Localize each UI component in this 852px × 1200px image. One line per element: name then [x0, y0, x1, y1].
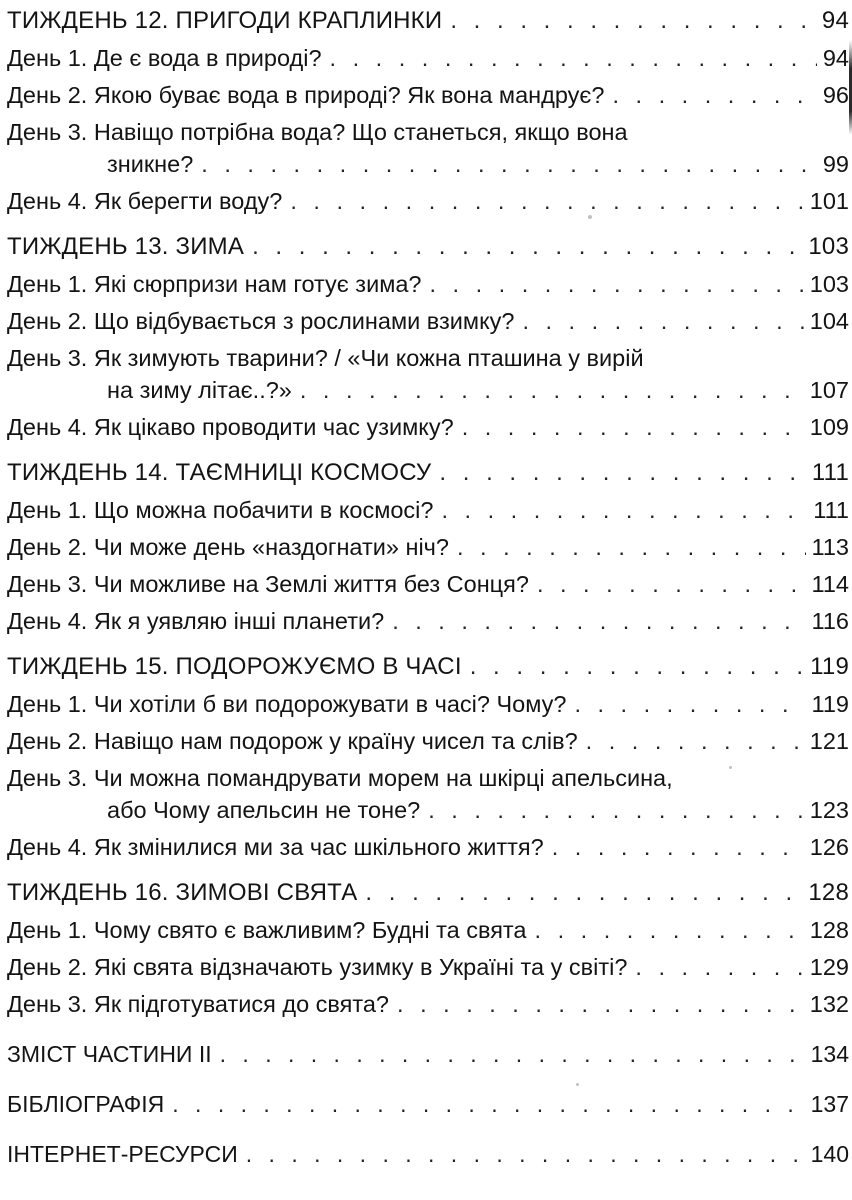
- dot-leader: [392, 605, 805, 637]
- toc-page-number: 104: [809, 308, 849, 334]
- toc-page-number: 111: [811, 459, 849, 486]
- toc-day-entry: [7, 988, 849, 1020]
- toc-page-number: 114: [811, 571, 849, 597]
- toc-page-number: 123: [809, 797, 849, 823]
- toc-entry-title: ТИЖДЕНЬ 14. ТАЄМНИЦІ КОСМОСУ: [7, 459, 432, 486]
- toc-entry-title: День 3. Як підготуватися до свята?: [7, 991, 390, 1017]
- toc-day-entry: [7, 411, 849, 443]
- toc-entry-title: День 3. Чи можна помандрувати морем на шкірці апельсина,: [7, 765, 673, 791]
- dot-leader: [330, 42, 817, 74]
- dot-leader: [535, 914, 804, 946]
- toc-day-entry: [7, 762, 849, 826]
- toc-week-entry: [7, 877, 849, 909]
- toc-day-entry: [7, 268, 849, 300]
- toc-entry-title: ТИЖДЕНЬ 13. ЗИМА: [7, 233, 245, 260]
- dot-leader: [586, 725, 804, 757]
- dot-leader: [612, 79, 816, 111]
- toc-entry-title: ТИЖДЕНЬ 15. ПОДОРОЖУЄМО В ЧАСІ: [7, 653, 462, 680]
- dot-leader: [246, 1138, 805, 1170]
- dot-leader: [290, 185, 803, 217]
- toc-page-number: 96: [822, 82, 849, 108]
- toc-entry-title: День 3. Як зимують тварини? / «Чи кожна пташина у вирій: [7, 345, 644, 371]
- toc-entry-title: День 2. Навіщо нам подорож у країну чисел та слів?: [7, 728, 578, 754]
- toc-day-entry: [7, 605, 849, 637]
- toc-page-number: 99: [822, 151, 849, 177]
- toc-page-number: 116: [811, 608, 849, 634]
- toc-entry-title: День 1. Чи хотіли б ви подорожувати в часі? Чому?: [7, 691, 567, 717]
- toc-page-number: 103: [808, 233, 849, 260]
- dot-leader: [201, 148, 817, 180]
- toc-entry-title-cont: на зиму літає..?»: [107, 377, 292, 403]
- toc-day-entry: [7, 568, 849, 600]
- toc-entry-title: День 2. Якою буває вода в природі? Як вона мандрує?: [7, 82, 605, 108]
- toc-page-number: 119: [811, 691, 849, 717]
- dot-leader: [172, 1088, 804, 1120]
- toc-page-number: 121: [809, 728, 849, 754]
- dot-leader: [537, 568, 806, 600]
- table-of-contents: [7, 0, 849, 1170]
- toc-day-entry: [7, 831, 849, 863]
- toc-page-number: 129: [809, 954, 849, 980]
- toc-entry-title: ІНТЕРНЕТ-РЕСУРСИ: [7, 1141, 238, 1167]
- toc-day-entry: [7, 725, 849, 757]
- toc-entry-title: День 3. Чи можливе на Землі життя без Сонця?: [7, 571, 529, 597]
- toc-day-entry: [7, 42, 849, 74]
- toc-entry-title-cont: зникне?: [107, 151, 194, 177]
- toc-day-entry: [7, 951, 849, 983]
- dot-leader: [428, 794, 804, 826]
- toc-section-entry: [7, 1138, 849, 1170]
- dot-leader: [522, 305, 803, 337]
- toc-entry-title: День 2. Чи може день «наздогнати» ніч?: [7, 534, 449, 560]
- toc-page-number: 107: [809, 377, 849, 403]
- toc-day-entry: [7, 494, 849, 526]
- toc-entry-continuation: [7, 374, 849, 406]
- dot-leader: [457, 531, 806, 563]
- dot-leader: [439, 457, 806, 489]
- toc-page-number: 126: [809, 834, 849, 860]
- toc-day-entry: [7, 914, 849, 946]
- toc-entry-title: День 1. Де є вода в природі?: [7, 45, 322, 71]
- toc-page-number: 111: [813, 497, 849, 523]
- dot-leader: [441, 494, 807, 526]
- dot-leader: [220, 1038, 805, 1070]
- toc-page-number: 94: [822, 45, 849, 71]
- toc-entry-continuation: [7, 794, 849, 826]
- toc-day-entry: [7, 185, 849, 217]
- toc-page-number: 132: [809, 991, 849, 1017]
- toc-section-entry: [7, 1038, 849, 1070]
- toc-page-number: 101: [809, 188, 849, 214]
- toc-day-entry: [7, 531, 849, 563]
- dot-leader: [552, 831, 804, 863]
- toc-page-number: 109: [809, 414, 849, 440]
- toc-page-number: 140: [810, 1141, 849, 1167]
- dot-leader: [574, 688, 805, 720]
- dot-leader: [365, 877, 802, 909]
- toc-entry-title: День 4. Як цікаво проводити час узимку?: [7, 414, 454, 440]
- dot-leader: [300, 374, 804, 406]
- toc-page-number: 128: [808, 879, 849, 906]
- toc-entry-title: День 4. Як берегти воду?: [7, 188, 283, 214]
- toc-day-entry: [7, 305, 849, 337]
- toc-entry-title: День 2. Що відбувається з рослинами взимку?: [7, 308, 515, 334]
- toc-page-number: 103: [809, 271, 849, 297]
- toc-week-entry: [7, 651, 849, 683]
- dot-leader: [635, 951, 803, 983]
- toc-day-entry: [7, 688, 849, 720]
- dot-leader: [450, 5, 816, 37]
- toc-entry-title: ТИЖДЕНЬ 16. ЗИМОВІ СВЯТА: [7, 879, 358, 906]
- toc-entry-title-cont: або Чому апельсин не тоне?: [107, 797, 421, 823]
- toc-week-entry: [7, 231, 849, 263]
- toc-page-number: 119: [810, 653, 849, 680]
- toc-day-entry: [7, 342, 849, 406]
- toc-day-entry: [7, 116, 849, 180]
- toc-page-number: 137: [810, 1091, 849, 1117]
- toc-day-entry: [7, 79, 849, 111]
- toc-entry-title: День 4. Як я уявляю інші планети?: [7, 608, 385, 634]
- toc-section-entry: [7, 1088, 849, 1120]
- dot-leader: [397, 988, 804, 1020]
- toc-entry-title: День 2. Які свята відзначають узимку в Україні та у світі?: [7, 954, 628, 980]
- toc-entry-title: День 1. Що можна побачити в космосі?: [7, 497, 434, 523]
- toc-entry-title: День 1. Які сюрпризи нам готує зима?: [7, 271, 422, 297]
- toc-page-number: 128: [809, 917, 849, 943]
- dot-leader: [470, 651, 804, 683]
- toc-entry-title: День 4. Як змінилися ми за час шкільного життя?: [7, 834, 544, 860]
- toc-entry-title: БІБЛІОГРАФІЯ: [7, 1091, 165, 1117]
- toc-entry-continuation: [7, 148, 849, 180]
- toc-entry-title: День 3. Навіщо потрібна вода? Що станеться, якщо вона: [7, 119, 628, 145]
- toc-entry-title: ТИЖДЕНЬ 12. ПРИГОДИ КРАПЛИНКИ: [7, 7, 443, 34]
- toc-entry-title: День 1. Чому свято є важливим? Будні та свята: [7, 917, 527, 943]
- toc-page-number: 94: [821, 7, 849, 34]
- dot-leader: [462, 411, 804, 443]
- dot-leader: [252, 231, 802, 263]
- toc-entry-title: ЗМІСТ ЧАСТИНИ II: [7, 1041, 212, 1067]
- toc-week-entry: [7, 457, 849, 489]
- toc-page-number: 134: [810, 1041, 849, 1067]
- toc-page-number: 113: [811, 534, 849, 560]
- dot-leader: [430, 268, 804, 300]
- toc-week-entry: [7, 5, 849, 37]
